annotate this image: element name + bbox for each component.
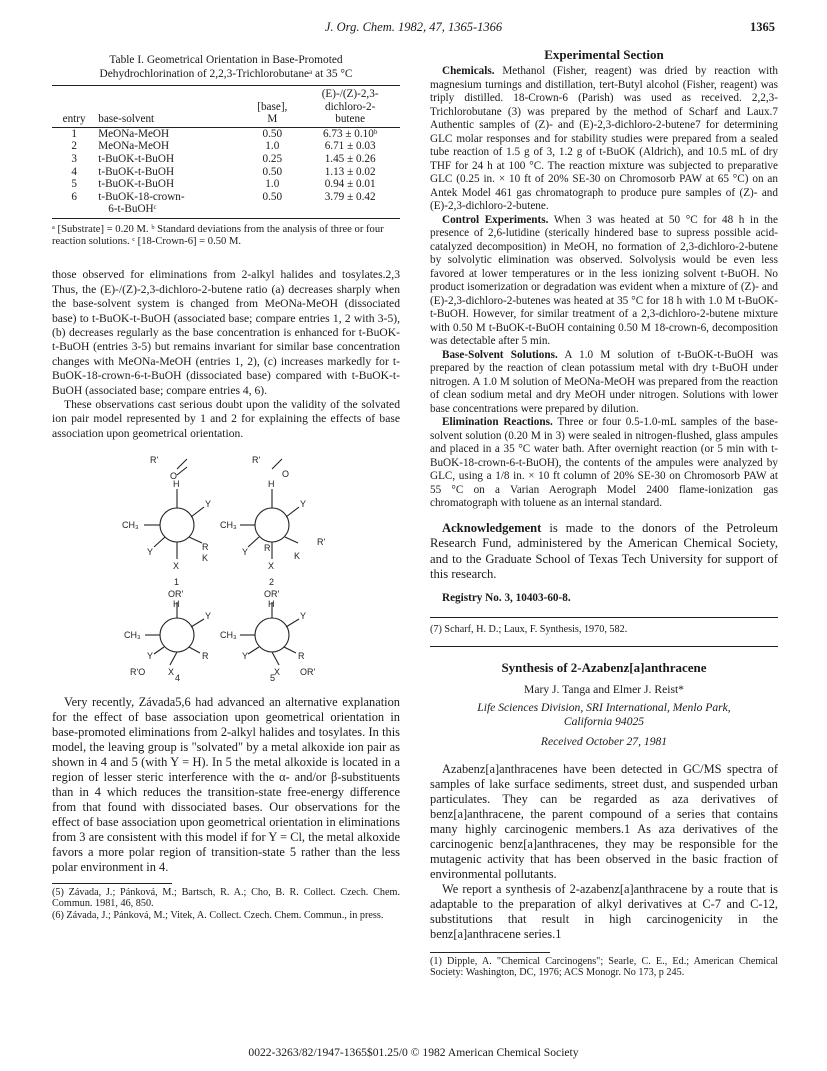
fig-label: X: [268, 561, 275, 572]
section-heading: Experimental Section: [544, 47, 664, 62]
body-paragraph: We report a synthesis of 2-azabenz[a]anthracene by a route that is adaptable to the preparation of alkyl derivatives at C-7 and C-12, substitutions that result in high carcinogenicity in the benz[a]anthracene series.1: [430, 881, 778, 941]
table-row: 4 t-BuOK-t-BuOH 0.50 1.13 ± 0.02: [71, 165, 376, 178]
results-table: [52, 85, 400, 219]
exp-base-solutions: Base-Solvent Solutions. A 1.0 M solution of t-BuOK-t-BuOH was prepared by the reaction of clean potassium metal with dry t-BuOH under nitrogen. A 1.0 M solution of MeONa-MeOH was prepared from the reaction of clean sodium metal and dry MeOH under nitrogen. Solutions with lower base concentrations were prepared by dilution.: [430, 348, 778, 415]
section-rule: [430, 646, 778, 647]
page-footer: 0022-3263/82/1947-1365$01.25/0 © 1982 American Chemical Society: [248, 1046, 579, 1059]
fig-label: Y: [205, 499, 212, 510]
fig-label: Y: [300, 499, 307, 510]
fig-label: R': [252, 455, 261, 466]
fig-label: Y: [205, 611, 212, 622]
fig-label: X: [274, 667, 281, 678]
fig-label: CH₃: [220, 520, 237, 531]
newman-projection-figure: [52, 447, 400, 682]
fig-label: Y: [242, 547, 249, 558]
section-rule: [430, 617, 778, 618]
fig-label: H: [268, 479, 275, 490]
footnote-rule: [52, 883, 172, 884]
article-authors: Mary J. Tanga and Elmer J. Reist*: [524, 682, 684, 696]
right-column: [430, 48, 778, 979]
fig-label: R': [150, 455, 159, 466]
structure-number: 1: [174, 577, 180, 588]
fig-label: R: [298, 651, 305, 662]
structure-number: 4: [175, 673, 181, 683]
fig-label: Y: [300, 611, 307, 622]
fig-label: Y: [147, 547, 154, 558]
col-base-conc: [base], M: [244, 86, 300, 128]
body-paragraph: Very recently, Závada5,6 had advanced an alternative explanation for the effect of base association upon geometrical orientation in base-promoted eliminations from 2-alkyl halides and tosylates. In this model, the leaving group is "solvated" by a metal alkoxide ion pair as shown in 4 and 5 (with Y = H). In 5 the metal alkoxide is located in a region of lesser steric interference with the α- and/or β-substituents than in 4 which reduces the transition-state free-energy difference from that found with dissociated bases. Our observations for the effect of base association upon geometrical orientation in eliminations from 3 are consistent with this model if for Y = Cl, the metal alkoxide favors a more polar region of transition-state 5 rather than the less polar environment in 4.: [52, 694, 400, 874]
reference-5: (5) Závada, J.; Pánková, M.; Bartsch, R. A.; Cho, B. R. Collect. Czech. Chem. Commun. 1981, 46, 850.: [52, 886, 400, 910]
fig-label: OR': [300, 667, 316, 678]
fig-label: H: [173, 479, 180, 490]
table-row: 6 t-BuOK-18-crown- 0.50 3.79 ± 0.42: [71, 190, 376, 203]
running-header: [0, 20, 827, 38]
page-number: 1365: [750, 20, 775, 34]
fig-label: K: [202, 553, 209, 564]
table-caption: Table I. Geometrical Orientation in Base-Promoted Dehydrochlorination of 2,2,3-Trichlorobutaneᵃ at 35 °C: [99, 54, 353, 80]
exp-elimination: Elimination Reactions. Three or four 0.5-1.0-mL samples of the base-solvent solution (0.20 M in 3) were sealed in nitrogen-flushed, glass ampules and placed in a 35 °C water bath. After overnight reaction (or 5 min with t-BuOK-18-crown-6-t-BuOH), the contents of the ampules were analyzed by GLC, using a 1/8 in. × 10 ft column of 20% SE-30 on Chromosorb PAW at 55 °C on a Varian Aerograph Model 2400 flame-ionization gas chromatograph with toluene as an internal standard.: [430, 416, 779, 510]
fig-label: R: [202, 542, 209, 553]
reference-6: (6) Závada, J.; Pánková, M.; Vitek, A. Collect. Czech. Chem. Commun., in press.: [52, 909, 384, 921]
col-base-solvent: base-solvent: [96, 86, 244, 128]
fig-label: OR': [168, 589, 184, 600]
exp-chemicals: Chemicals. Methanol (Fisher, reagent) was dried by reaction with magnesium turnings and distillation, tert-Butyl alcohol (Fisher, reagent) was triply distilled. 18-Crown-6 (Parish) was used as received. 2,2,3-Trichlorobutane (3) was prepared by the method of Scharf and Laux.7 Authentic samples of (Z)- and (E)-2,3-dichloro-2-butene7 for determining GLC molar responses and for stability studies were prepared from a sealed tube reaction of 1.5 g of 3, 1.2 g of t-BuOK (Aldrich), and 10.5 mL of dry THF for 24 h at 100 °C. The reaction mixture was subjected to preparative GLC (0.25 in. × 10 ft of 20% SE-30 on Chromosorb PAW at 65 °C) on an Antek Model 461 gas chromatograph to produce pure samples of (Z)- and (E)-2,3-dichloro-2-butene.: [430, 65, 778, 213]
fig-label: H: [173, 599, 180, 610]
received-date: Received October 27, 1981: [540, 735, 668, 749]
fig-label: OR': [264, 589, 280, 600]
fig-label: R': [317, 537, 326, 548]
footnote-rule: [430, 952, 550, 953]
fig-label: Y: [147, 651, 154, 662]
body-paragraph: those observed for eliminations from 2-alkyl halides and tosylates.2,3 Thus, the (E)-/(Z)-2,3-dichloro-2-butene ratio (a) decreases sharply when the base-solvent system is changed from MeONa-MeOH (dissociated base) to t-BuOK-t-BuOH (associated base; compare entries 1, 2 with 3-5), (b) decreases regularly as the base concentration is enhanced for t-BuOK-t-BuOH (entries 3-5) but remains invariant for similar base concentration changes with MeONa-MeOH (entries 1, 2), (c) increases markedly for t-BuOK-18-crown-6-t-BuOH (dissociated base) compared with t-BuOK-t-BuOH (associated base; compare entries 4, 6).: [52, 268, 400, 397]
fig-label: O: [282, 469, 290, 480]
table-row: 6-t-BuOHᶜ: [108, 203, 157, 216]
table-row: 2 MeONa-MeOH 1.0 6.71 ± 0.03: [71, 140, 376, 153]
journal-citation: J. Org. Chem. 1982, 47, 1365-1366: [324, 20, 503, 34]
article-title: Synthesis of 2-Azabenz[a]anthracene: [501, 659, 707, 675]
fig-label: CH₃: [220, 630, 237, 641]
fig-label: X: [173, 561, 180, 572]
fig-label: CH₃: [124, 630, 141, 641]
table-row: 3 t-BuOK-t-BuOH 0.25 1.45 ± 0.26: [71, 152, 376, 165]
structure-number: 5: [270, 673, 276, 683]
fig-label: K: [294, 551, 301, 562]
table-row: 1 MeONa-MeOH 0.50 6.73 ± 0.10ᵇ: [71, 127, 378, 140]
exp-control: Control Experiments. When 3 was heated at 50 °C for 48 h in the presence of 2,6-lutidine (sterically hindered base to supress possible acid-catalyzed decomposition) in MeOH, no formation of 2,3-dichloro-2-butene by solvolytic elimination was observed. Solvolysis would be even less favored at lower temperatures or in the less ionizing solvent t-BuOH. No product isomerization or degradation was evident when a mixture of (Z)- and (E)-2,3-dichloro-2-butenes was heated at 35 °C for 18 h with 1.0 M t-BuOK-t-BuOH. However, for similar treatment of a 2,3-dichloro-2-butene mixture with 0.50 M t-BuOK-t-BuOH containing 0.50 M 18-crown-6, decomposition was detectable after 5 min.: [430, 213, 778, 348]
fig-label: Y: [242, 651, 249, 662]
table-row: 5 t-BuOK-t-BuOH 1.0 0.94 ± 0.01: [71, 178, 376, 191]
col-ratio: (E)-/(Z)-2,3- dichloro-2- butene: [300, 86, 400, 128]
fig-label: H: [268, 599, 275, 610]
reference-1: (1) Dipple, A. "Chemical Carcinogens"; Searle, C. E., Ed.; American Chemical Society: Washington, DC, 1976; ACS Monogr. No 173, p 245.: [430, 955, 778, 979]
col-entry: entry: [52, 86, 96, 128]
fig-label: R: [202, 651, 209, 662]
table-footnote: ᵃ [Substrate] = 0.20 M. ᵇ Standard deviations from the analysis of three or four reaction solutions. ᶜ [18-Crown-6] = 0.50 M.: [52, 223, 384, 248]
fig-label: X: [168, 667, 175, 678]
fig-label: O: [170, 471, 178, 482]
registry-number: Registry No. 3, 10403-60-8.: [442, 591, 571, 604]
fig-label: CH₃: [122, 520, 139, 531]
body-paragraph: These observations cast serious doubt upon the validity of the solvated ion pair model represented by 1 and 2 for explaining the effects of base association upon geometrical orientation.: [52, 398, 400, 440]
acknowledgement: Acknowledgement is made to the donors of the Petroleum Research Fund, administered by the American Chemical Society, and to the Graduate School of Texas Tech University for support of this research.: [430, 520, 778, 582]
left-column: [52, 48, 400, 921]
fig-label: R: [264, 543, 271, 554]
structure-number: 2: [269, 577, 275, 588]
reference-7: (7) Scharf, H. D.; Laux, F. Synthesis, 1970, 582.: [430, 623, 628, 635]
article-affiliation: Life Sciences Division, SRI International, Menlo Park, California 94025: [477, 701, 731, 729]
fig-label: R'O: [130, 667, 146, 678]
body-paragraph: Azabenz[a]anthracenes have been detected in GC/MS spectra of samples of lake surface sediments, street dust, and suspended urban particulates. They can be regarded as aza derivatives of benz[a]anthracene, the parent compound of a series that contains many highly carcinogenic members.1 As aza derivatives of the carcinogenic benz[a]anthracenes, they may be responsible for the mutagenic activity that has been observed in the basic fraction of environmental pollutants.: [430, 761, 778, 881]
